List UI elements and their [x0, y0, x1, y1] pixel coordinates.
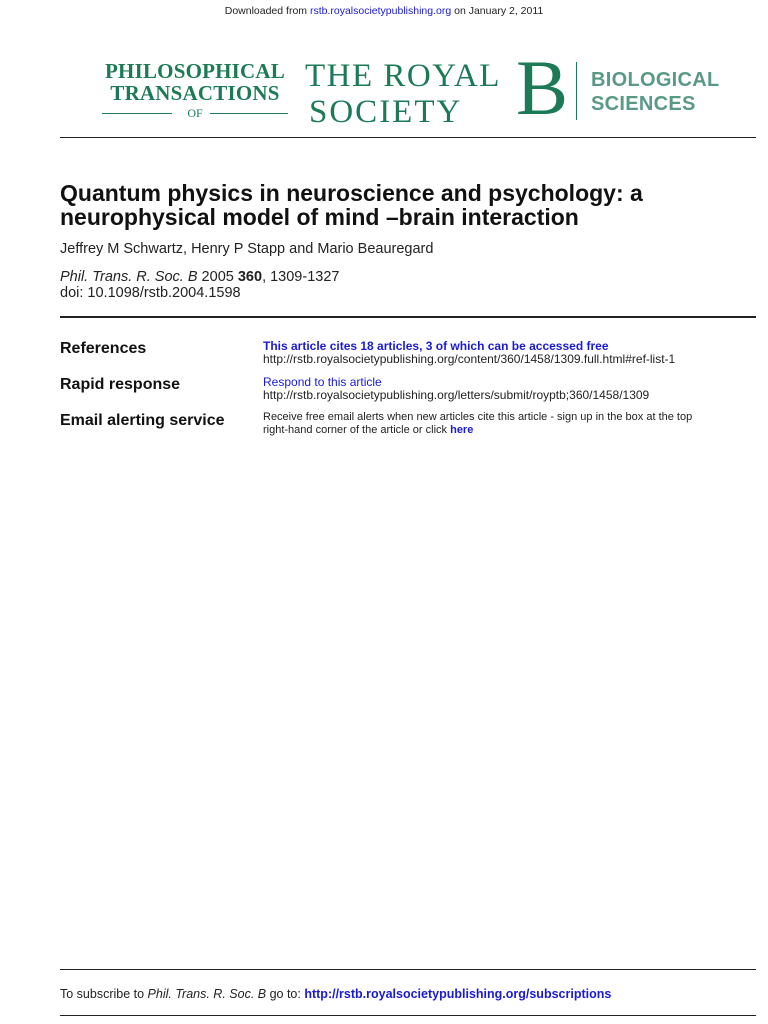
subscribe-prefix: To subscribe to [60, 987, 148, 1001]
email-alert-line-2: right-hand corner of the article or click [263, 424, 451, 436]
logo-of-rule-left [102, 113, 172, 114]
download-notice [0, 5, 768, 17]
download-suffix: on January 2, 2011 [451, 5, 544, 17]
subscribe-middle: go to: [266, 987, 305, 1001]
citation-line [60, 269, 339, 285]
references-label: References [60, 340, 147, 357]
logo-of-text: OF [187, 106, 203, 120]
citation-pages: , 1309-1327 [262, 269, 340, 285]
email-alert-info [263, 411, 743, 437]
rapid-response-url: http://rstb.royalsocietypublishing.org/letters/submit/royptb;360/1458/1309 [263, 388, 650, 402]
download-prefix: Downloaded from [224, 5, 310, 17]
header-divider [60, 137, 756, 138]
royal-society-logo [305, 58, 510, 130]
logo-line-philosophical: PHILOSOPHICAL [105, 59, 285, 83]
logo-of-rule-right [210, 113, 288, 114]
rapid-response-label: Rapid response [60, 376, 181, 393]
subscribe-link[interactable]: http://rstb.royalsocietypublishing.org/subscriptions [304, 987, 612, 1001]
article-title [60, 181, 750, 229]
subscribe-line [60, 987, 611, 1001]
article-title-line-1: Quantum physics in neuroscience and psychology: a [60, 180, 643, 206]
logo-divider [576, 62, 577, 120]
journal-masthead [100, 44, 720, 131]
citation-journal: Phil. Trans. R. Soc. B [60, 269, 198, 285]
email-alert-line-2-wrap [263, 424, 743, 437]
citation-volume: 360 [237, 269, 263, 285]
subscribe-journal: Phil. Trans. R. Soc. B [147, 987, 267, 1001]
citation-doi: doi: 10.1098/rstb.2004.1598 [60, 285, 241, 301]
article-citation [60, 269, 339, 301]
references-url: http://rstb.royalsocietypublishing.org/content/360/1458/1309.full.html#ref-list-1 [263, 352, 676, 366]
email-alert-line-1: Receive free email alerts when new articles cite this article - sign up in the box at the top [263, 411, 693, 423]
logo-line-society: SOCIETY [309, 94, 463, 130]
logo-line-biological: BIOLOGICAL [591, 69, 720, 91]
logo-line-transactions: TRANSACTIONS [110, 81, 280, 105]
references-info [263, 340, 743, 366]
footer-top-rule [60, 969, 756, 970]
logo-of [100, 106, 290, 120]
series-b-letter: B [515, 44, 569, 131]
logo-line-the-royal: THE ROYAL [305, 58, 501, 94]
email-alert-here-link[interactable]: here [450, 424, 474, 436]
biological-sciences-label [591, 68, 731, 116]
logo-line-sciences: SCIENCES [591, 93, 696, 115]
respond-link[interactable]: Respond to this article [263, 375, 382, 389]
philosophical-transactions-logo [100, 60, 290, 104]
rapid-response-info [263, 376, 743, 402]
footer-bottom-rule [60, 1015, 756, 1016]
article-authors: Jeffrey M Schwartz, Henry P Stapp and Mario Beauregard [60, 241, 434, 257]
references-link[interactable]: This article cites 18 articles, 3 of which can be accessed free [263, 339, 609, 353]
download-site-link[interactable]: rstb.royalsocietypublishing.org [309, 5, 452, 17]
citation-divider [60, 316, 756, 318]
email-alert-label: Email alerting service [60, 412, 225, 429]
article-title-line-2: neurophysical model of mind –brain interaction [60, 204, 579, 230]
citation-year: 2005 [197, 269, 238, 285]
